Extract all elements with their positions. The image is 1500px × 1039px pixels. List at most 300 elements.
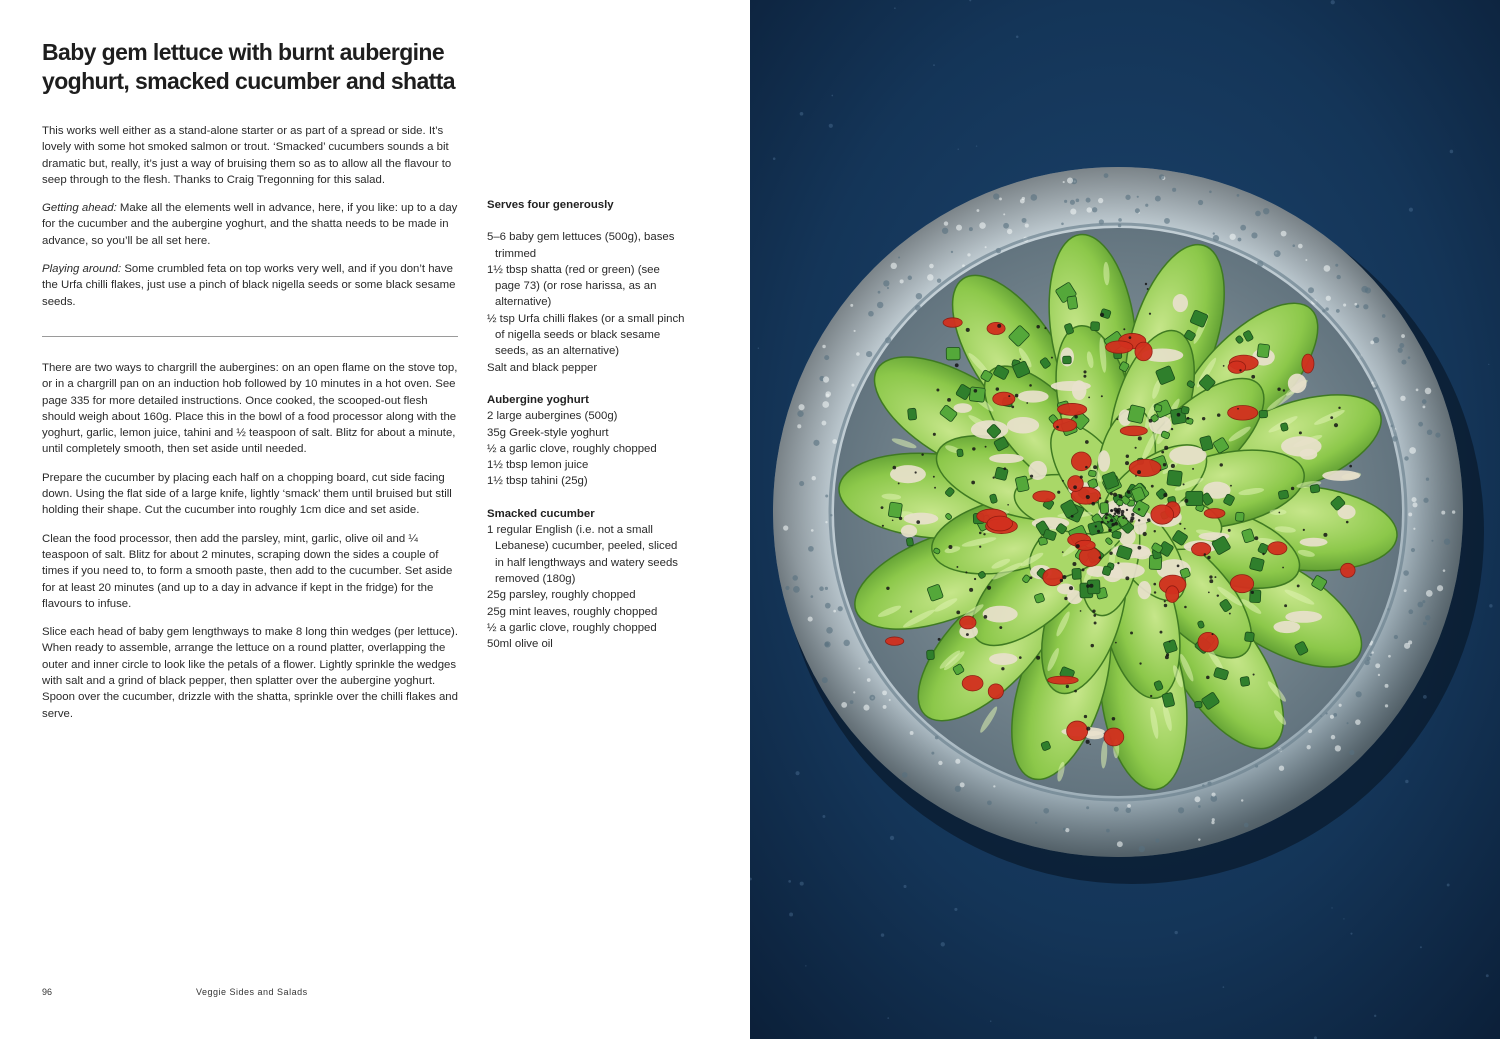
rim-speckle [811,529,814,532]
rim-speckle [1444,539,1450,545]
cucumber-piece [1249,557,1264,572]
nigella-seed [1171,428,1173,430]
cucumber-piece [1167,470,1183,486]
smacked-cucumber-heading: Smacked cucumber [487,507,595,520]
rim-speckle [1118,218,1122,222]
nigella-seed [1060,579,1063,582]
nigella-seed [1064,597,1067,600]
cucumber-piece [908,408,917,420]
ingredient-item: 35g Greek-style yoghurt [487,426,609,439]
yoghurt-dollop [953,403,972,413]
section-name: Veggie Sides and Salads [196,987,308,997]
shatta-drop [1120,426,1147,436]
rim-speckle [866,351,872,357]
rim-speckle [1418,422,1423,427]
cucumber-piece [1063,356,1072,364]
shatta-drop [1135,342,1152,361]
nigella-seed [1122,516,1125,519]
ingredient-item: 1½ tbsp lemon juice [487,459,589,472]
rim-speckle [811,595,814,598]
background-speck [829,124,833,128]
rim-speckle [793,586,800,593]
rim-speckle [1385,684,1389,688]
nigella-seed [1062,480,1064,482]
nigella-seed [1114,512,1117,515]
nigella-seed [955,363,959,367]
nigella-seed [1147,518,1150,521]
background-speck [958,149,959,150]
nigella-seed [999,626,1002,629]
getting-ahead-text: Make all the elements well in advance, here, if you like: up to a day for the cucumber and the aubergine yoghurt, and the shatta needs to be made in advance, so you’ll be all set here. [42,202,458,247]
nigella-seed [1066,685,1069,688]
rim-speckle [944,221,948,225]
nigella-seed [1105,500,1108,503]
nigella-seed [921,453,923,455]
nigella-seed [1135,475,1137,477]
nigella-seed [881,506,884,509]
nigella-seed [966,633,969,636]
nigella-seed [1284,604,1287,607]
nigella-seed [1092,609,1095,612]
nigella-seed [1080,476,1083,479]
yoghurt-dollop [1281,436,1322,456]
nigella-seed [1239,369,1241,371]
rim-speckle [1385,704,1388,707]
background-speck [795,771,799,775]
nigella-seed [1112,717,1116,721]
rim-speckle [900,279,904,283]
nigella-seed [1110,519,1113,522]
rim-speckle [1145,204,1148,207]
rim-speckle [1336,309,1340,313]
nigella-seed [1229,613,1231,615]
rim-speckle [967,253,970,256]
rim-speckle [1422,399,1427,404]
rim-speckle [1443,569,1446,572]
nigella-seed [1121,510,1125,514]
shatta-drop [1198,632,1218,652]
shatta-drop [1230,575,1253,593]
nigella-seed [1338,407,1340,409]
background-speck [1174,931,1177,934]
salad-photo [750,0,1500,1039]
rim-speckle [1409,447,1416,454]
rim-speckle [1086,806,1089,809]
nigella-seed [934,487,936,489]
main-ingredients-list [487,229,687,376]
shatta-drop [993,392,1015,405]
shatta-drop [1057,403,1086,415]
cucumber-piece [1181,406,1190,414]
rim-speckle [1198,200,1203,205]
nigella-seed [1153,583,1156,586]
nigella-seed [956,610,960,614]
yoghurt-dollop [1138,581,1152,599]
nigella-seed [1223,365,1225,367]
nigella-seed [948,545,952,549]
shatta-drop [1166,586,1179,603]
background-speck [1350,933,1352,935]
nigella-seed [1297,584,1300,587]
rim-speckle [1339,704,1342,707]
rim-speckle [1394,635,1398,639]
nigella-seed [1105,516,1108,519]
nigella-seed [1107,521,1109,523]
nigella-seed [1118,515,1120,517]
cucumber-piece [1091,322,1100,331]
rim-speckle [1159,174,1164,179]
rim-speckle [1298,244,1303,249]
rim-speckle [1441,511,1445,515]
ingredient-item: Salt and black pepper [487,361,598,374]
nigella-seed [1074,690,1077,693]
rim-speckle [819,586,824,591]
rim-speckle [1063,828,1066,831]
rim-speckle [1126,808,1131,813]
nigella-seed [1029,384,1032,387]
cucumber-piece [1195,701,1203,708]
shatta-drop [962,676,983,691]
rim-speckle [1330,715,1334,719]
cucumber-piece [1088,470,1096,477]
nigella-seed [1177,413,1181,417]
nigella-seed [1217,594,1219,596]
rim-speckle [1375,663,1380,668]
ingredient-item: 25g mint leaves, roughly chopped [487,605,658,618]
nigella-seed [1206,676,1210,680]
nigella-seed [1125,576,1129,580]
nigella-seed [1217,413,1220,416]
rim-speckle [1435,432,1440,437]
rim-speckle [1423,405,1426,408]
nigella-seed [1085,440,1089,444]
leaf-highlight [1270,509,1287,515]
rim-speckle [825,587,828,590]
method-section [42,360,462,734]
nigella-seed [916,520,920,524]
rim-speckle [1241,799,1243,801]
rim-speckle [1408,512,1412,516]
aubergine-yoghurt-heading: Aubergine yoghurt [487,393,589,406]
cucumber-piece [1280,422,1288,431]
yoghurt-dollop [1007,417,1039,433]
background-speck [894,7,896,9]
rim-speckle [843,640,849,646]
yoghurt-dollop [1098,450,1110,472]
rim-speckle [1067,177,1073,183]
nigella-seed [1086,740,1090,744]
nigella-seed [1171,464,1175,468]
rim-speckle [979,222,986,229]
nigella-seed [1084,715,1087,718]
nigella-seed [1123,328,1125,330]
background-speck [1405,780,1408,783]
nigella-seed [1214,576,1216,578]
rim-speckle [937,278,941,282]
rim-speckle [1031,194,1038,201]
nigella-seed [1277,388,1280,391]
nigella-seed [1099,497,1101,499]
nigella-seed [1303,529,1305,531]
nigella-seed [985,446,987,448]
nigella-seed [1334,423,1338,427]
rim-speckle [942,228,948,234]
background-speck [1409,208,1413,212]
rim-speckle [1007,229,1012,234]
nigella-seed [1282,567,1284,569]
nigella-seed [892,520,894,522]
nigella-seed [1015,394,1019,398]
background-speck [976,145,977,146]
rim-speckle [1349,750,1354,755]
nigella-seed [1278,512,1280,514]
nigella-seed [1125,461,1129,465]
rim-speckle [938,761,942,765]
method-step: Slice each head of baby gem lengthways to make 8 long thin wedges (per lettuce). When ready to assemble, arrange the lettuce on a round platter, overlapping the outer and inner circle to look like the petals of a flower. Lightly sprinkle the wedges with salt and a grind of black pepper, then splatter over the aubergine yoghurt. Spoon over the cucumber, drizzle with the shatta, sprinkle over the chilli flakes and serve. [42,626,459,720]
nigella-seed [1346,521,1349,524]
nigella-seed [1113,493,1117,497]
rim-speckle [1155,196,1161,202]
nigella-seed [956,566,958,568]
nigella-seed [1110,492,1113,495]
nigella-seed [882,525,884,527]
cucumber-piece [1154,404,1162,412]
nigella-seed [997,324,1001,328]
nigella-seed [1131,513,1134,516]
nigella-seed [1228,529,1231,532]
background-speck [789,913,793,917]
intro-paragraph: This works well either as a stand-alone starter or as part of a spread or side. It’s lovely with some hot smoked salmon or trout. ‘Smacked’ cucumbers sounds a bit dramatic but, really, it’s just a way of bruising them so as to allow all the flavour to seep through to the flesh. Thanks to Craig Tregonning for this salad. [42,125,452,186]
cucumber-piece [1259,410,1268,418]
nigella-seed [1094,622,1097,625]
shatta-drop [1053,419,1076,432]
rim-speckle [1274,250,1281,257]
nigella-seed [1169,641,1171,643]
nigella-seed [1088,396,1090,398]
nigella-seed [1165,655,1169,659]
nigella-seed [915,471,917,473]
rim-speckle [1403,570,1409,576]
nigella-seed [979,532,982,535]
yoghurt-dollop [1169,446,1206,465]
nigella-seed [1091,644,1094,647]
nigella-seed [1253,673,1255,675]
nigella-seed [1071,515,1074,518]
rim-speckle [825,521,827,523]
rim-speckle [1354,303,1357,306]
nigella-seed [974,389,978,393]
shatta-drop [987,322,1005,334]
nigella-seed [1143,532,1147,536]
rim-speckle [1425,388,1432,395]
rim-speckle [1378,674,1380,676]
rim-speckle [1251,232,1257,238]
nigella-seed [1117,508,1121,512]
rim-speckle [1114,807,1119,812]
rim-speckle [1022,197,1025,200]
shatta-drop [1268,542,1287,555]
rim-speckle [1361,286,1368,293]
cucumber-piece [1015,476,1029,492]
rim-speckle [1211,821,1214,824]
rim-speckle [832,439,837,444]
yoghurt-dollop [1288,374,1307,394]
cucumber-piece [1257,344,1270,358]
ingredient-item: 2 large aubergines (500g) [487,410,618,423]
nigella-seed [1161,451,1164,454]
nigella-seed [974,578,976,580]
rim-speckle [1388,655,1391,658]
rim-speckle [1086,198,1091,203]
cucumber-piece [1067,296,1078,310]
background-speck [1488,364,1489,365]
rim-speckle [1398,348,1403,353]
rim-speckle [898,256,900,258]
nigella-seed [1026,402,1028,404]
rim-speckle [916,293,922,299]
rim-speckle [1347,722,1349,724]
rim-speckle [799,404,805,410]
background-speck [1489,604,1492,607]
nigella-seed [993,476,995,478]
nigella-seed [1114,522,1118,526]
rim-speckle [1092,207,1097,212]
rim-speckle [877,302,884,309]
nigella-seed [1093,614,1096,617]
rim-speckle [1427,429,1433,435]
rim-speckle [1326,296,1331,301]
rim-speckle [1043,808,1049,814]
nigella-seed [1036,325,1039,328]
rim-speckle [863,705,869,711]
nigella-seed [1003,467,1006,470]
nigella-seed [1177,565,1180,568]
rim-speckle [1035,822,1037,824]
rim-speckle [1063,181,1065,183]
playing-around-text: Some crumbled feta on top works very well, and if you don’t have the Urfa chilli flakes, just use a pinch of black nigella seeds or some black sesame seeds. [42,263,456,308]
nigella-seed [1149,313,1151,315]
nigella-seed [1349,465,1352,468]
background-speck [1420,946,1422,948]
shatta-drop [987,516,1013,531]
rim-speckle [813,440,819,446]
rim-speckle [969,227,973,231]
nigella-seed [1083,375,1086,378]
nigella-seed [1137,470,1141,474]
rim-speckle [929,264,934,269]
nigella-seed [1150,695,1152,697]
rim-speckle [883,705,887,709]
rim-speckle [878,291,881,294]
rim-speckle [955,759,960,764]
rim-speckle [1263,208,1269,214]
nigella-seed [1109,552,1112,555]
nigella-seed [1126,455,1129,458]
nigella-seed [1127,490,1131,494]
rim-speckle [1237,194,1240,197]
ingredient-item: 5–6 baby gem lettuces (500g), bases trimmed [487,231,675,260]
getting-ahead-paragraph [42,200,462,249]
nigella-seed [1074,415,1077,418]
nigella-seed [1069,586,1073,590]
rim-speckle [1198,805,1201,808]
rim-speckle [1335,264,1338,267]
nigella-seed [971,481,975,485]
nigella-seed [1138,508,1141,511]
rim-speckle [985,246,987,248]
rim-speckle [1070,200,1075,205]
nigella-seed [1115,642,1117,644]
shatta-drop [1043,569,1063,586]
nigella-seed [1125,518,1127,520]
nigella-seed [1051,357,1053,359]
background-speck [822,815,825,818]
nigella-seed [1030,475,1033,478]
shatta-drop [1071,452,1091,471]
nigella-seed [966,328,970,332]
cucumber-piece [1128,405,1146,424]
rim-speckle [1408,609,1413,614]
nigella-seed [1251,375,1255,379]
rim-speckle [1355,719,1361,725]
yoghurt-dollop [904,513,939,525]
nigella-seed [1179,523,1181,525]
rim-speckle [931,752,934,755]
rim-speckle [1324,265,1331,272]
rim-speckle [825,495,828,498]
cucumber-piece [969,387,985,403]
nigella-seed [1101,395,1103,397]
nigella-seed [1202,417,1205,420]
rim-speckle [1178,807,1184,813]
rim-speckle [808,546,814,552]
photo-page [750,0,1500,1039]
background-speck [990,1021,991,1022]
rim-speckle [841,702,847,708]
nigella-seed [1138,519,1140,521]
rim-speckle [1417,602,1423,608]
rim-speckle [1281,231,1287,237]
nigella-seed [1192,468,1194,470]
serves-heading: Serves four generously [487,199,614,211]
yoghurt-dollop [1285,611,1322,623]
rim-speckle [1335,745,1341,751]
rim-speckle [1404,643,1410,649]
rim-speckle [987,800,992,805]
rim-speckle [993,193,999,199]
rim-speckle [822,345,825,348]
cucumber-piece [1310,484,1320,493]
page-number: 96 [42,987,53,997]
rim-speckle [955,786,961,792]
cucumber-piece [1244,632,1254,642]
shatta-drop [988,684,1003,699]
background-speck [1016,36,1019,39]
nigella-seed [1085,466,1088,469]
nigella-seed [1130,631,1133,634]
rim-speckle [1125,195,1130,200]
rim-speckle [887,287,889,289]
nigella-seed [1183,483,1185,485]
rim-speckle [1003,223,1009,229]
nigella-seed [1113,515,1115,517]
rim-speckle [1425,615,1430,620]
nigella-seed [947,398,951,402]
nigella-seed [1149,419,1153,423]
rim-speckle [823,376,829,382]
background-speck [890,836,894,840]
nigella-seed [979,546,981,548]
